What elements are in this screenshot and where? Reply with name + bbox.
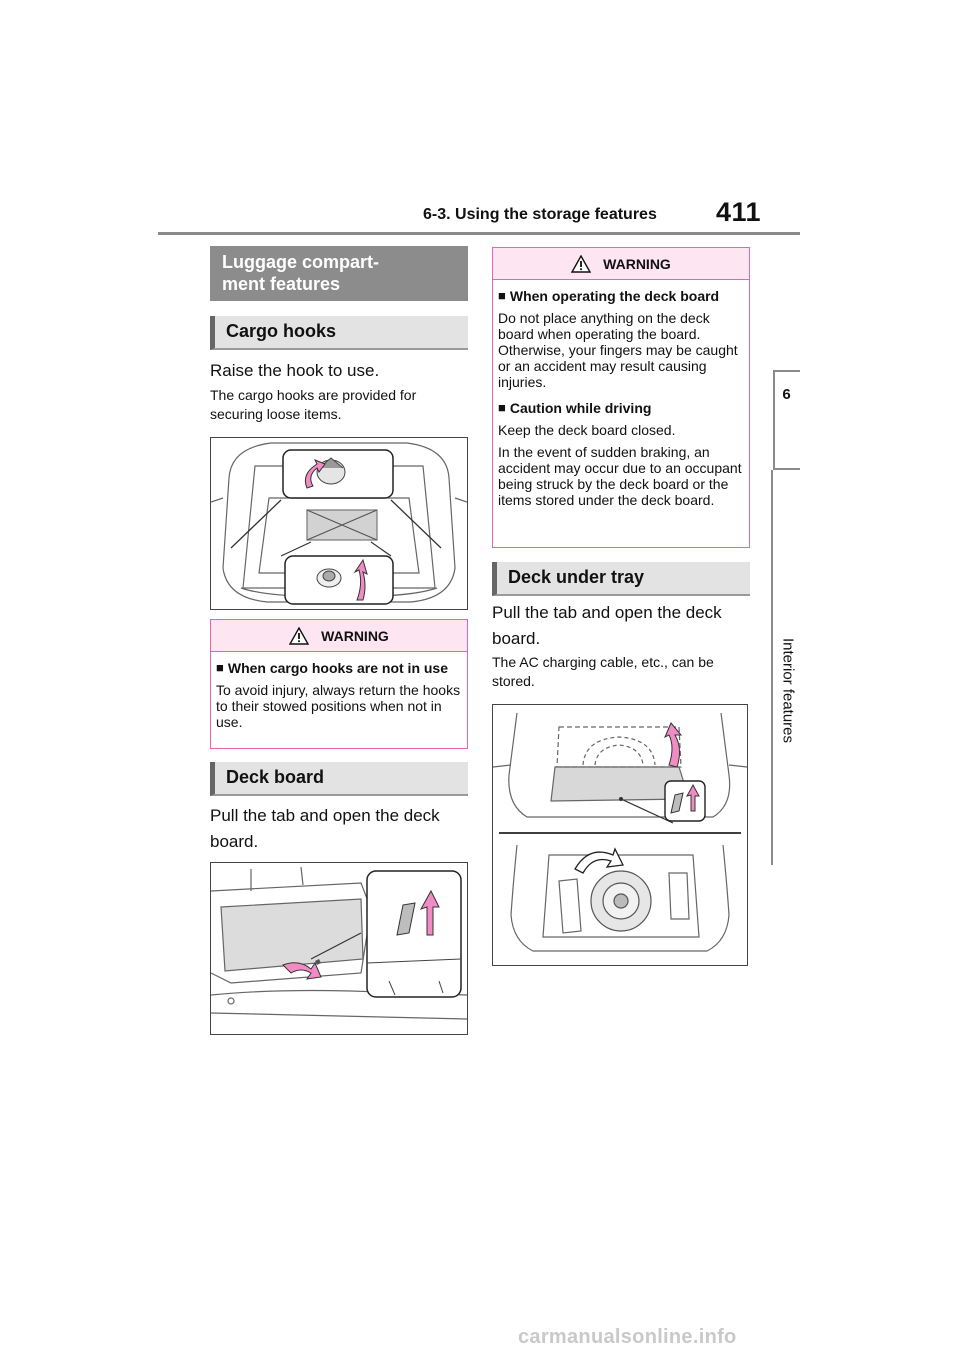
- cargo-hooks-warning: [210, 619, 468, 749]
- warning-body: [493, 280, 749, 520]
- chapter-tab-line: [771, 470, 773, 865]
- warning-subheading: [498, 288, 743, 304]
- deck-board-illustration: [210, 862, 468, 1035]
- bullet-square-icon: ■: [498, 400, 506, 415]
- warning-label: WARNING: [603, 255, 671, 272]
- cargo-hooks-heading: Cargo hooks: [210, 316, 468, 350]
- main-heading-line2: ment features: [222, 274, 341, 294]
- warning-text: Keep the deck board closed.: [498, 422, 676, 438]
- warning-subheading-text: Caution while driving: [509, 400, 652, 416]
- warning-text: In the event of sudden braking, an accident may occur due to an occupant being struck by the deck board or the items stored under the deck board.: [498, 444, 742, 508]
- warning-triangle-icon: [289, 627, 309, 645]
- bullet-square-icon: ■: [498, 288, 506, 303]
- cargo-hooks-drawing: [211, 438, 467, 609]
- warning-subheading: [498, 400, 743, 416]
- warning-subheading-text: When cargo hooks are not in use: [227, 660, 449, 676]
- warning-label: WARNING: [321, 627, 389, 644]
- header-rule: [158, 232, 800, 235]
- cargo-hooks-instruction: Raise the hook to use.: [210, 361, 380, 380]
- warning-body: [211, 652, 467, 742]
- main-section-heading: [210, 246, 468, 301]
- deck-under-tray-drawing: [493, 705, 747, 965]
- warning-text: To avoid injury, always return the hooks to their stowed positions when not in use.: [216, 682, 461, 730]
- main-heading-line1: Luggage compart-: [222, 252, 380, 272]
- cargo-hooks-illustration: [210, 437, 468, 610]
- deck-board-warning: [492, 247, 750, 548]
- chapter-tab: [773, 370, 800, 470]
- warning-subheading-text: When operating the deck board: [509, 288, 720, 304]
- deck-under-tray-illustration: [492, 704, 748, 966]
- warning-header: [493, 248, 749, 280]
- warning-text: Do not place anything on the deck board when operating the board. Otherwise, your fingers may be caught or an accident may result causing injuries.: [498, 310, 738, 390]
- watermark: carmanualsonline.info: [518, 1326, 737, 1348]
- page-number: 411: [716, 197, 762, 227]
- warning-subheading: [216, 660, 461, 676]
- chapter-title: Interior features: [779, 637, 797, 744]
- deck-under-tray-heading: Deck under tray: [492, 562, 750, 596]
- warning-header: [211, 620, 467, 652]
- chapter-number: 6: [782, 386, 791, 403]
- running-header-title: 6-3. Using the storage features: [423, 206, 657, 223]
- warning-triangle-icon: [571, 255, 591, 273]
- deck-board-instruction: Pull the tab and open the deck board.: [210, 806, 440, 851]
- deck-board-heading: Deck board: [210, 762, 468, 796]
- deck-under-tray-note: The AC charging cable, etc., can be stored.: [492, 654, 714, 689]
- bullet-square-icon: ■: [216, 660, 224, 675]
- cargo-hooks-note: The cargo hooks are provided for securing loose items.: [210, 387, 417, 422]
- deck-board-drawing: [211, 863, 467, 1034]
- deck-under-tray-instruction: Pull the tab and open the deck board.: [492, 603, 722, 648]
